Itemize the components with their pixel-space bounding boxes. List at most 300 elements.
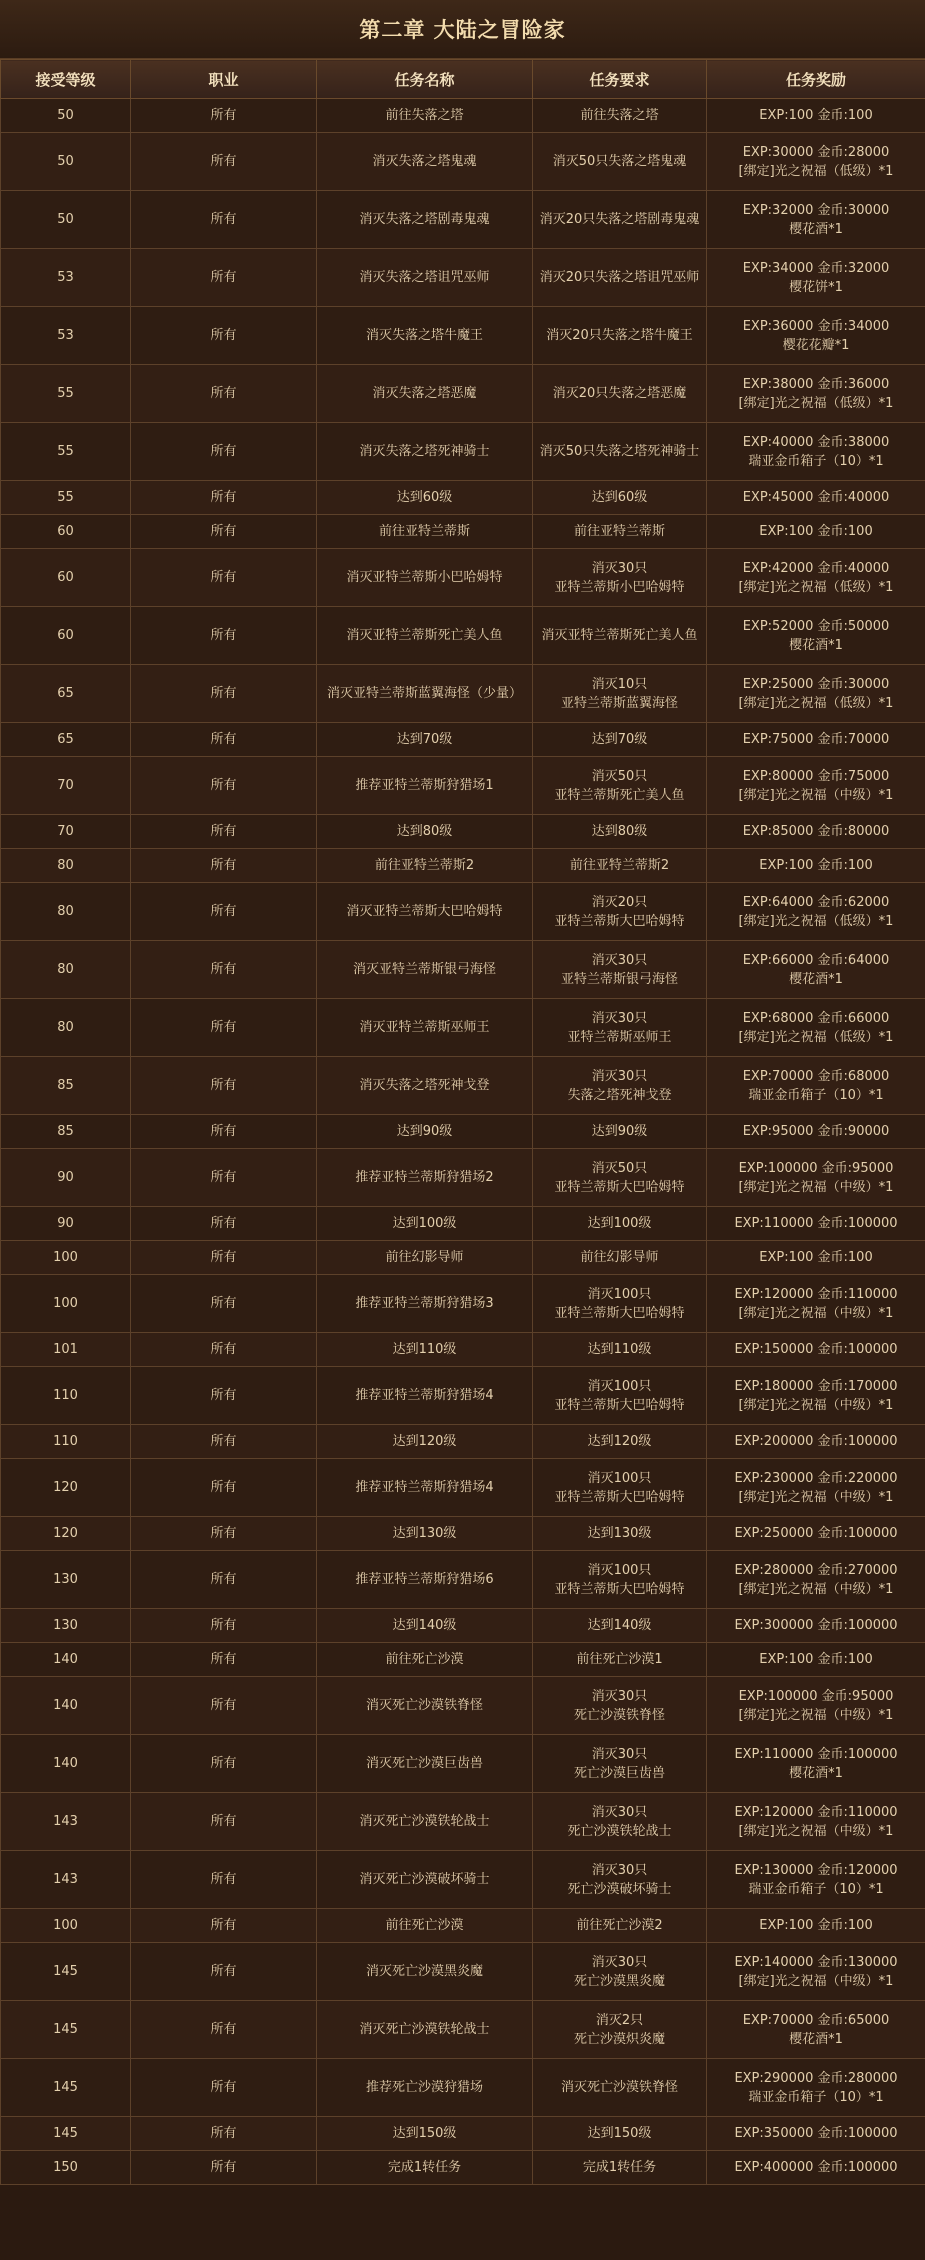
table-row bbox=[1, 757, 925, 815]
cell-job: 所有 bbox=[131, 665, 317, 723]
cell-level: 145 bbox=[1, 2117, 131, 2151]
table-row bbox=[1, 1207, 925, 1241]
cell-level: 90 bbox=[1, 1149, 131, 1207]
requirement-line: 消灭2只 bbox=[595, 2012, 644, 2028]
requirement-line: 完成1转任务 bbox=[582, 2160, 657, 2175]
cell-level: 120 bbox=[1, 1517, 131, 1551]
cell-reward bbox=[707, 941, 925, 999]
cell-quest-name: 消灭亚特兰蒂斯死亡美人鱼 bbox=[317, 607, 533, 665]
cell-requirement bbox=[533, 2151, 707, 2185]
table-row bbox=[1, 423, 925, 481]
cell-reward bbox=[707, 2117, 925, 2151]
cell-reward bbox=[707, 1115, 925, 1149]
requirement-line: 消灭30只 bbox=[591, 560, 648, 576]
cell-reward bbox=[707, 665, 925, 723]
cell-level: 50 bbox=[1, 133, 131, 191]
chapter-title: 第二章 大陆之冒险家 bbox=[0, 0, 925, 59]
cell-requirement bbox=[533, 481, 707, 515]
table-row bbox=[1, 1677, 925, 1735]
cell-job: 所有 bbox=[131, 1517, 317, 1551]
requirement-line: 消灭30只 bbox=[591, 1010, 648, 1026]
requirement-line: 达到120级 bbox=[587, 1434, 652, 1449]
cell-requirement bbox=[533, 1333, 707, 1367]
cell-level: 70 bbox=[1, 815, 131, 849]
cell-requirement bbox=[533, 99, 707, 133]
cell-requirement bbox=[533, 1851, 707, 1909]
reward-line: [绑定]光之祝福（低级）*1 bbox=[738, 1029, 894, 1045]
requirement-line: 达到150级 bbox=[587, 2126, 652, 2141]
table-row bbox=[1, 849, 925, 883]
reward-line: 樱花酒*1 bbox=[789, 2031, 843, 2047]
reward-line: EXP:66000 金币:64000 bbox=[742, 952, 890, 968]
reward-line: EXP:80000 金币:75000 bbox=[742, 768, 890, 784]
cell-job: 所有 bbox=[131, 999, 317, 1057]
requirement-line: 前往亚特兰蒂斯 bbox=[573, 524, 665, 539]
cell-job: 所有 bbox=[131, 723, 317, 757]
header-quest-name: 任务名称 bbox=[317, 60, 533, 99]
reward-line: EXP:130000 金币:120000 bbox=[734, 1862, 898, 1878]
cell-reward bbox=[707, 1333, 925, 1367]
cell-job: 所有 bbox=[131, 1057, 317, 1115]
cell-reward bbox=[707, 1459, 925, 1517]
cell-level: 143 bbox=[1, 1851, 131, 1909]
cell-quest-name: 推荐亚特兰蒂斯狩猎场4 bbox=[317, 1459, 533, 1517]
reward-line: EXP:150000 金币:100000 bbox=[734, 1342, 898, 1357]
requirement-line: 消灭10只 bbox=[591, 676, 648, 692]
requirement-line: 消灭20只失落之塔恶魔 bbox=[552, 386, 687, 401]
reward-line: [绑定]光之祝福（中级）*1 bbox=[738, 1179, 894, 1195]
requirement-line: 亚特兰蒂斯大巴哈姆特 bbox=[554, 913, 685, 929]
reward-line: EXP:100 金币:100 bbox=[759, 1250, 873, 1265]
cell-reward bbox=[707, 1677, 925, 1735]
cell-quest-name: 消灭亚特兰蒂斯银弓海怪 bbox=[317, 941, 533, 999]
cell-quest-name: 推荐亚特兰蒂斯狩猎场2 bbox=[317, 1149, 533, 1207]
reward-line: [绑定]光之祝福（低级）*1 bbox=[738, 913, 894, 929]
cell-reward bbox=[707, 1793, 925, 1851]
reward-line: EXP:300000 金币:100000 bbox=[734, 1618, 898, 1633]
cell-reward bbox=[707, 1943, 925, 2001]
cell-job: 所有 bbox=[131, 1551, 317, 1609]
cell-requirement bbox=[533, 1735, 707, 1793]
reward-line: EXP:100 金币:100 bbox=[759, 108, 873, 123]
cell-quest-name: 推荐死亡沙漠狩猎场 bbox=[317, 2059, 533, 2117]
table-row bbox=[1, 1909, 925, 1943]
cell-job: 所有 bbox=[131, 1851, 317, 1909]
reward-line: [绑定]光之祝福（低级）*1 bbox=[738, 163, 894, 179]
table-row bbox=[1, 1367, 925, 1425]
cell-level: 110 bbox=[1, 1367, 131, 1425]
reward-line: [绑定]光之祝福（中级）*1 bbox=[738, 787, 894, 803]
cell-job: 所有 bbox=[131, 1793, 317, 1851]
reward-line: EXP:100 金币:100 bbox=[759, 1652, 873, 1667]
requirement-line: 消灭100只 bbox=[587, 1562, 652, 1578]
table-row bbox=[1, 1643, 925, 1677]
cell-reward bbox=[707, 249, 925, 307]
requirement-line: 死亡沙漠铁轮战士 bbox=[567, 1823, 672, 1839]
reward-line: 樱花花瓣*1 bbox=[782, 337, 850, 353]
cell-job: 所有 bbox=[131, 1643, 317, 1677]
cell-level: 55 bbox=[1, 423, 131, 481]
requirement-line: 消灭50只失落之塔死神骑士 bbox=[539, 444, 700, 459]
cell-job: 所有 bbox=[131, 1459, 317, 1517]
cell-requirement bbox=[533, 423, 707, 481]
cell-reward bbox=[707, 1551, 925, 1609]
requirement-line: 消灭100只 bbox=[587, 1378, 652, 1394]
table-row bbox=[1, 1793, 925, 1851]
requirement-line: 消灭30只 bbox=[591, 1954, 648, 1970]
cell-requirement bbox=[533, 1275, 707, 1333]
cell-requirement bbox=[533, 2001, 707, 2059]
reward-line: [绑定]光之祝福（中级）*1 bbox=[738, 1397, 894, 1413]
cell-job: 所有 bbox=[131, 307, 317, 365]
requirement-line: 前往亚特兰蒂斯2 bbox=[569, 858, 670, 873]
cell-requirement bbox=[533, 1677, 707, 1735]
cell-requirement bbox=[533, 1115, 707, 1149]
cell-job: 所有 bbox=[131, 191, 317, 249]
reward-line: EXP:32000 金币:30000 bbox=[742, 202, 890, 218]
table-row bbox=[1, 307, 925, 365]
reward-line: EXP:100000 金币:95000 bbox=[738, 1160, 894, 1176]
reward-line: 瑞亚金币箱子（10）*1 bbox=[748, 2089, 884, 2105]
reward-line: [绑定]光之祝福（低级）*1 bbox=[738, 579, 894, 595]
reward-line: [绑定]光之祝福（中级）*1 bbox=[738, 1489, 894, 1505]
requirement-line: 消灭50只 bbox=[591, 768, 648, 784]
cell-job: 所有 bbox=[131, 365, 317, 423]
cell-requirement bbox=[533, 1643, 707, 1677]
cell-reward bbox=[707, 999, 925, 1057]
cell-requirement bbox=[533, 815, 707, 849]
cell-quest-name: 达到80级 bbox=[317, 815, 533, 849]
requirement-line: 消灭20只失落之塔诅咒巫师 bbox=[539, 270, 700, 285]
requirement-line: 达到80级 bbox=[591, 824, 648, 839]
cell-level: 80 bbox=[1, 883, 131, 941]
cell-job: 所有 bbox=[131, 607, 317, 665]
reward-line: EXP:95000 金币:90000 bbox=[742, 1124, 890, 1139]
requirement-line: 消灭30只 bbox=[591, 1688, 648, 1704]
cell-quest-name: 推荐亚特兰蒂斯狩猎场4 bbox=[317, 1367, 533, 1425]
cell-level: 60 bbox=[1, 515, 131, 549]
requirement-line: 达到100级 bbox=[587, 1216, 652, 1231]
cell-job: 所有 bbox=[131, 1735, 317, 1793]
cell-quest-name: 推荐亚特兰蒂斯狩猎场6 bbox=[317, 1551, 533, 1609]
cell-job: 所有 bbox=[131, 1425, 317, 1459]
cell-job: 所有 bbox=[131, 99, 317, 133]
cell-quest-name: 消灭亚特兰蒂斯蓝翼海怪（少量） bbox=[317, 665, 533, 723]
reward-line: EXP:38000 金币:36000 bbox=[742, 376, 890, 392]
cell-level: 85 bbox=[1, 1057, 131, 1115]
requirement-line: 消灭50只 bbox=[591, 1160, 648, 1176]
cell-level: 120 bbox=[1, 1459, 131, 1517]
cell-job: 所有 bbox=[131, 249, 317, 307]
cell-quest-name: 推荐亚特兰蒂斯狩猎场1 bbox=[317, 757, 533, 815]
requirement-line: 消灭100只 bbox=[587, 1286, 652, 1302]
cell-requirement bbox=[533, 133, 707, 191]
cell-requirement bbox=[533, 999, 707, 1057]
cell-job: 所有 bbox=[131, 2151, 317, 2185]
cell-reward bbox=[707, 423, 925, 481]
cell-level: 100 bbox=[1, 1241, 131, 1275]
requirement-line: 亚特兰蒂斯小巴哈姆特 bbox=[554, 579, 685, 595]
cell-level: 60 bbox=[1, 607, 131, 665]
requirement-line: 达到90级 bbox=[591, 1124, 648, 1139]
quest-table bbox=[0, 59, 925, 2185]
table-row bbox=[1, 665, 925, 723]
table-row bbox=[1, 723, 925, 757]
cell-level: 145 bbox=[1, 1943, 131, 2001]
reward-line: EXP:45000 金币:40000 bbox=[742, 490, 890, 505]
cell-level: 101 bbox=[1, 1333, 131, 1367]
cell-quest-name: 前往死亡沙漠 bbox=[317, 1909, 533, 1943]
cell-reward bbox=[707, 849, 925, 883]
requirement-line: 消灭30只 bbox=[591, 1804, 648, 1820]
table-row bbox=[1, 1275, 925, 1333]
reward-line: EXP:68000 金币:66000 bbox=[742, 1010, 890, 1026]
table-row bbox=[1, 133, 925, 191]
requirement-line: 达到140级 bbox=[587, 1618, 652, 1633]
table-body bbox=[1, 99, 925, 2185]
cell-job: 所有 bbox=[131, 1333, 317, 1367]
reward-line: [绑定]光之祝福（中级）*1 bbox=[738, 1305, 894, 1321]
cell-requirement bbox=[533, 515, 707, 549]
cell-requirement bbox=[533, 941, 707, 999]
cell-level: 65 bbox=[1, 665, 131, 723]
cell-job: 所有 bbox=[131, 815, 317, 849]
table-row bbox=[1, 515, 925, 549]
cell-level: 145 bbox=[1, 2059, 131, 2117]
requirement-line: 消灭30只 bbox=[591, 1746, 648, 1762]
reward-line: 樱花饼*1 bbox=[789, 279, 843, 295]
cell-reward bbox=[707, 307, 925, 365]
requirement-line: 消灭30只 bbox=[591, 952, 648, 968]
cell-quest-name: 消灭死亡沙漠破坏骑士 bbox=[317, 1851, 533, 1909]
cell-requirement bbox=[533, 1609, 707, 1643]
cell-level: 50 bbox=[1, 99, 131, 133]
requirement-line: 死亡沙漠铁脊怪 bbox=[573, 1707, 665, 1723]
cell-quest-name: 消灭死亡沙漠铁脊怪 bbox=[317, 1677, 533, 1735]
requirement-line: 死亡沙漠破坏骑士 bbox=[567, 1881, 672, 1897]
table-row bbox=[1, 2151, 925, 2185]
reward-line: EXP:64000 金币:62000 bbox=[742, 894, 890, 910]
cell-reward bbox=[707, 1275, 925, 1333]
header-job: 职业 bbox=[131, 60, 317, 99]
table-row bbox=[1, 549, 925, 607]
cell-requirement bbox=[533, 883, 707, 941]
footer-spacer bbox=[0, 2185, 925, 2205]
requirement-line: 前往幻影导师 bbox=[580, 1250, 659, 1265]
cell-requirement bbox=[533, 723, 707, 757]
cell-job: 所有 bbox=[131, 1367, 317, 1425]
cell-requirement bbox=[533, 1367, 707, 1425]
reward-line: 樱花酒*1 bbox=[789, 971, 843, 987]
cell-job: 所有 bbox=[131, 549, 317, 607]
cell-level: 50 bbox=[1, 191, 131, 249]
cell-reward bbox=[707, 883, 925, 941]
cell-quest-name: 消灭失落之塔牛魔王 bbox=[317, 307, 533, 365]
cell-reward bbox=[707, 1735, 925, 1793]
table-row bbox=[1, 1459, 925, 1517]
cell-requirement bbox=[533, 1793, 707, 1851]
requirement-line: 达到130级 bbox=[587, 1526, 652, 1541]
reward-line: EXP:85000 金币:80000 bbox=[742, 824, 890, 839]
cell-reward bbox=[707, 1207, 925, 1241]
cell-quest-name: 达到90级 bbox=[317, 1115, 533, 1149]
reward-line: EXP:34000 金币:32000 bbox=[742, 260, 890, 276]
reward-line: [绑定]光之祝福（中级）*1 bbox=[738, 1973, 894, 1989]
reward-line: EXP:110000 金币:100000 bbox=[734, 1746, 898, 1762]
cell-reward bbox=[707, 1643, 925, 1677]
reward-line: 樱花酒*1 bbox=[789, 1765, 843, 1781]
reward-line: [绑定]光之祝福（低级）*1 bbox=[738, 695, 894, 711]
cell-requirement bbox=[533, 665, 707, 723]
requirement-line: 失落之塔死神戈登 bbox=[567, 1087, 672, 1103]
cell-reward bbox=[707, 99, 925, 133]
cell-job: 所有 bbox=[131, 423, 317, 481]
cell-job: 所有 bbox=[131, 883, 317, 941]
reward-line: EXP:100 金币:100 bbox=[759, 1918, 873, 1933]
cell-job: 所有 bbox=[131, 481, 317, 515]
table-row bbox=[1, 1551, 925, 1609]
requirement-line: 消灭20只失落之塔牛魔王 bbox=[546, 328, 693, 343]
table-row bbox=[1, 481, 925, 515]
table-row bbox=[1, 941, 925, 999]
table-row bbox=[1, 1943, 925, 2001]
reward-line: EXP:350000 金币:100000 bbox=[734, 2126, 898, 2141]
cell-requirement bbox=[533, 1943, 707, 2001]
cell-requirement bbox=[533, 2117, 707, 2151]
requirement-line: 达到110级 bbox=[587, 1342, 652, 1357]
cell-level: 90 bbox=[1, 1207, 131, 1241]
cell-job: 所有 bbox=[131, 1909, 317, 1943]
cell-quest-name: 消灭死亡沙漠铁轮战士 bbox=[317, 1793, 533, 1851]
cell-quest-name: 前往亚特兰蒂斯 bbox=[317, 515, 533, 549]
table-row bbox=[1, 1851, 925, 1909]
cell-job: 所有 bbox=[131, 757, 317, 815]
table-row bbox=[1, 1333, 925, 1367]
header-reward: 任务奖励 bbox=[707, 60, 925, 99]
table-row bbox=[1, 2059, 925, 2117]
cell-quest-name: 消灭亚特兰蒂斯巫师王 bbox=[317, 999, 533, 1057]
requirement-line: 亚特兰蒂斯大巴哈姆特 bbox=[554, 1397, 685, 1413]
cell-quest-name: 消灭失落之塔恶魔 bbox=[317, 365, 533, 423]
cell-quest-name: 消灭失落之塔诅咒巫师 bbox=[317, 249, 533, 307]
requirement-line: 消灭死亡沙漠铁脊怪 bbox=[560, 2080, 678, 2095]
cell-reward bbox=[707, 1517, 925, 1551]
requirement-line: 消灭50只失落之塔鬼魂 bbox=[552, 154, 687, 169]
reward-line: EXP:75000 金币:70000 bbox=[742, 732, 890, 747]
requirement-line: 消灭100只 bbox=[587, 1470, 652, 1486]
table-row bbox=[1, 365, 925, 423]
requirement-line: 前往失落之塔 bbox=[580, 108, 659, 123]
cell-requirement bbox=[533, 365, 707, 423]
cell-level: 80 bbox=[1, 999, 131, 1057]
table-row bbox=[1, 1149, 925, 1207]
cell-level: 53 bbox=[1, 307, 131, 365]
reward-line: EXP:290000 金币:280000 bbox=[734, 2070, 898, 2086]
requirement-line: 亚特兰蒂斯死亡美人鱼 bbox=[554, 787, 685, 803]
requirement-line: 消灭20只失落之塔剧毒鬼魂 bbox=[539, 212, 700, 227]
cell-reward bbox=[707, 723, 925, 757]
cell-quest-name: 前往亚特兰蒂斯2 bbox=[317, 849, 533, 883]
cell-level: 100 bbox=[1, 1909, 131, 1943]
cell-level: 80 bbox=[1, 849, 131, 883]
reward-line: EXP:180000 金币:170000 bbox=[734, 1378, 898, 1394]
cell-level: 130 bbox=[1, 1551, 131, 1609]
cell-level: 140 bbox=[1, 1735, 131, 1793]
requirement-line: 亚特兰蒂斯大巴哈姆特 bbox=[554, 1179, 685, 1195]
table-row bbox=[1, 1241, 925, 1275]
header-requirement: 任务要求 bbox=[533, 60, 707, 99]
cell-quest-name: 达到120级 bbox=[317, 1425, 533, 1459]
reward-line: EXP:40000 金币:38000 bbox=[742, 434, 890, 450]
cell-reward bbox=[707, 2151, 925, 2185]
cell-requirement bbox=[533, 1057, 707, 1115]
cell-reward bbox=[707, 481, 925, 515]
cell-requirement bbox=[533, 1459, 707, 1517]
reward-line: EXP:36000 金币:34000 bbox=[742, 318, 890, 334]
cell-job: 所有 bbox=[131, 133, 317, 191]
header-level: 接受等级 bbox=[1, 60, 131, 99]
cell-requirement bbox=[533, 1425, 707, 1459]
cell-quest-name: 完成1转任务 bbox=[317, 2151, 533, 2185]
cell-level: 70 bbox=[1, 757, 131, 815]
cell-quest-name: 消灭失落之塔死神戈登 bbox=[317, 1057, 533, 1115]
cell-requirement bbox=[533, 757, 707, 815]
table-row bbox=[1, 883, 925, 941]
requirement-line: 亚特兰蒂斯大巴哈姆特 bbox=[554, 1489, 685, 1505]
cell-quest-name: 消灭死亡沙漠黑炎魔 bbox=[317, 1943, 533, 2001]
cell-job: 所有 bbox=[131, 849, 317, 883]
requirement-line: 前往死亡沙漠1 bbox=[576, 1652, 663, 1667]
reward-line: EXP:120000 金币:110000 bbox=[734, 1286, 898, 1302]
cell-reward bbox=[707, 1909, 925, 1943]
cell-reward bbox=[707, 1057, 925, 1115]
requirement-line: 达到60级 bbox=[591, 490, 648, 505]
reward-line: [绑定]光之祝福（中级）*1 bbox=[738, 1707, 894, 1723]
cell-job: 所有 bbox=[131, 515, 317, 549]
reward-line: EXP:280000 金币:270000 bbox=[734, 1562, 898, 1578]
cell-job: 所有 bbox=[131, 2117, 317, 2151]
cell-reward bbox=[707, 1609, 925, 1643]
table-row bbox=[1, 1517, 925, 1551]
cell-quest-name: 达到70级 bbox=[317, 723, 533, 757]
table-row bbox=[1, 1425, 925, 1459]
cell-reward bbox=[707, 1851, 925, 1909]
cell-job: 所有 bbox=[131, 1943, 317, 2001]
cell-reward bbox=[707, 365, 925, 423]
requirement-line: 达到70级 bbox=[591, 732, 648, 747]
cell-reward bbox=[707, 133, 925, 191]
table-row bbox=[1, 607, 925, 665]
table-row bbox=[1, 815, 925, 849]
reward-line: EXP:25000 金币:30000 bbox=[742, 676, 890, 692]
cell-level: 85 bbox=[1, 1115, 131, 1149]
reward-line: EXP:120000 金币:110000 bbox=[734, 1804, 898, 1820]
cell-quest-name: 前往幻影导师 bbox=[317, 1241, 533, 1275]
requirement-line: 亚特兰蒂斯银弓海怪 bbox=[560, 971, 678, 987]
cell-reward bbox=[707, 1241, 925, 1275]
cell-job: 所有 bbox=[131, 941, 317, 999]
table-row bbox=[1, 2001, 925, 2059]
cell-reward bbox=[707, 191, 925, 249]
cell-reward bbox=[707, 607, 925, 665]
requirement-line: 消灭亚特兰蒂斯死亡美人鱼 bbox=[541, 628, 698, 643]
cell-reward bbox=[707, 815, 925, 849]
cell-quest-name: 达到140级 bbox=[317, 1609, 533, 1643]
table-row bbox=[1, 1115, 925, 1149]
cell-job: 所有 bbox=[131, 2059, 317, 2117]
reward-line: [绑定]光之祝福（中级）*1 bbox=[738, 1823, 894, 1839]
cell-requirement bbox=[533, 249, 707, 307]
